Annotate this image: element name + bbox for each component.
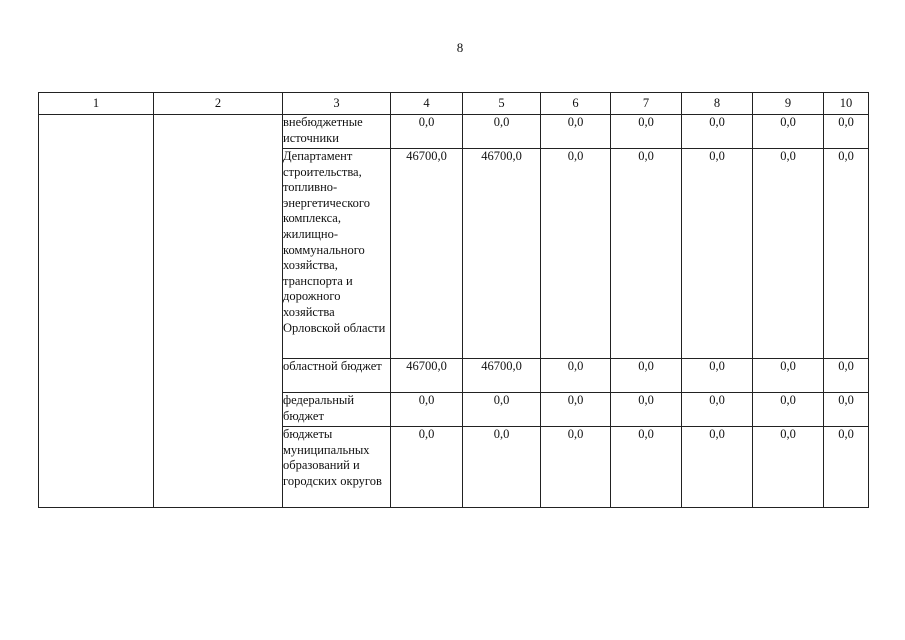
value-cell: 0,0 — [463, 393, 541, 427]
value-cell: 0,0 — [611, 149, 682, 359]
value-cell: 0,0 — [824, 427, 869, 508]
funding-source-cell: федеральный бюджет — [283, 393, 391, 427]
value-cell: 0,0 — [824, 115, 869, 149]
funding-source-cell: областной бюджет — [283, 359, 391, 393]
budget-table — [38, 92, 869, 508]
value-cell: 46700,0 — [463, 149, 541, 359]
value-cell: 0,0 — [824, 149, 869, 359]
header-cell: 3 — [283, 93, 391, 115]
value-cell: 0,0 — [753, 393, 824, 427]
value-cell: 0,0 — [824, 359, 869, 393]
value-cell: 0,0 — [391, 115, 463, 149]
header-cell: 2 — [154, 93, 283, 115]
value-cell: 0,0 — [611, 359, 682, 393]
empty-cell-col1 — [39, 115, 154, 508]
value-cell: 0,0 — [611, 427, 682, 508]
header-cell: 9 — [753, 93, 824, 115]
header-cell: 10 — [824, 93, 869, 115]
value-cell: 0,0 — [391, 427, 463, 508]
value-cell: 0,0 — [753, 149, 824, 359]
value-cell: 0,0 — [611, 393, 682, 427]
header-cell: 4 — [391, 93, 463, 115]
funding-source-cell: внебюджетные источники — [283, 115, 391, 149]
funding-source-cell: Департамент строительства, топливно-энергетического комплекса, жилищно-коммунального хозяйства, транспорта и дорожного хозяйства Орловской области — [283, 149, 391, 359]
value-cell: 0,0 — [541, 393, 611, 427]
value-cell: 46700,0 — [391, 359, 463, 393]
value-cell: 0,0 — [682, 427, 753, 508]
header-cell: 5 — [463, 93, 541, 115]
header-row — [39, 93, 869, 115]
value-cell: 0,0 — [541, 149, 611, 359]
value-cell: 0,0 — [824, 393, 869, 427]
value-cell: 0,0 — [753, 359, 824, 393]
value-cell: 0,0 — [391, 393, 463, 427]
header-cell: 8 — [682, 93, 753, 115]
empty-cell-col2 — [154, 115, 283, 508]
value-cell: 0,0 — [541, 359, 611, 393]
value-cell: 0,0 — [753, 427, 824, 508]
header-cell: 1 — [39, 93, 154, 115]
value-cell: 0,0 — [682, 359, 753, 393]
table-row — [39, 115, 869, 149]
page-number: 8 — [456, 40, 464, 55]
value-cell: 0,0 — [463, 115, 541, 149]
value-cell: 46700,0 — [463, 359, 541, 393]
value-cell: 46700,0 — [391, 149, 463, 359]
funding-source-cell: бюджеты муниципальных образований и городских округов — [283, 427, 391, 508]
value-cell: 0,0 — [611, 115, 682, 149]
value-cell: 0,0 — [682, 393, 753, 427]
value-cell: 0,0 — [541, 115, 611, 149]
value-cell: 0,0 — [682, 115, 753, 149]
value-cell: 0,0 — [753, 115, 824, 149]
value-cell: 0,0 — [682, 149, 753, 359]
header-cell: 6 — [541, 93, 611, 115]
header-cell: 7 — [611, 93, 682, 115]
value-cell: 0,0 — [463, 427, 541, 508]
value-cell: 0,0 — [541, 427, 611, 508]
